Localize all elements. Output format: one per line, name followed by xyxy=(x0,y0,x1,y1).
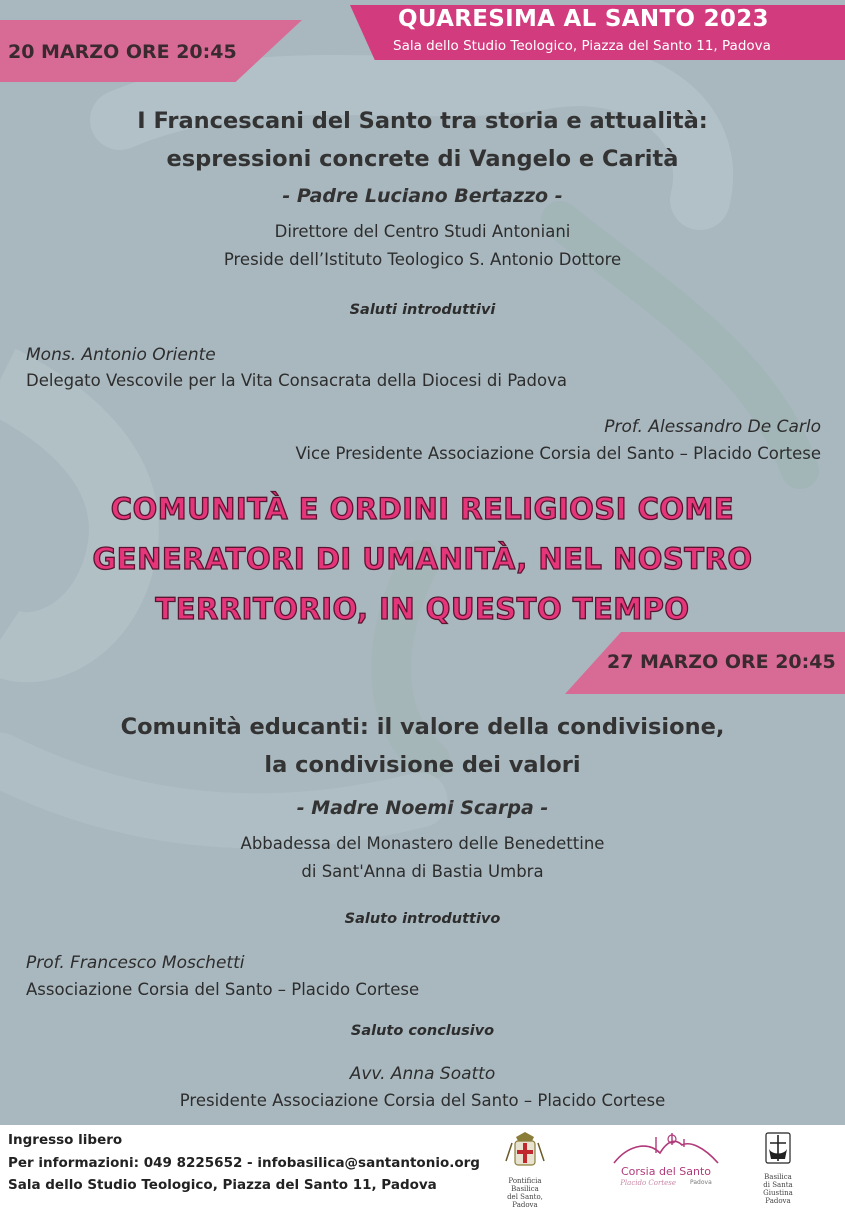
santa-giustina-caption xyxy=(752,1173,804,1205)
santa-giustina-logo xyxy=(752,1129,804,1205)
event2-guest1-name: Prof. Francesco Moschetti xyxy=(26,953,245,973)
event2-role-line: di Sant'Anna di Bastia Umbra xyxy=(301,862,544,881)
basilica-domes-icon xyxy=(608,1131,724,1165)
event1-guest1-name: Mons. Antonio Oriente xyxy=(26,345,216,365)
corsia-del-santo-logo xyxy=(608,1131,724,1197)
theme-line: COMUNITÀ E ORDINI RELIGIOSI COME xyxy=(110,492,735,526)
theme-line: TERRITORIO, IN QUESTO TEMPO xyxy=(155,592,690,626)
footer-info: Per informazioni: 049 8225652 - infobasilica@santantonio.org xyxy=(8,1155,480,1171)
santa-giustina-caption-line: Basilica xyxy=(764,1173,792,1181)
basilica-crest-icon xyxy=(494,1131,556,1173)
event2-title xyxy=(0,708,845,784)
corsia-sub-row xyxy=(608,1179,724,1187)
event1-greetings-heading: Saluti introduttivi xyxy=(349,302,496,318)
event1-speaker-roles xyxy=(0,218,845,274)
event1-guest2-role: Vice Presidente Associazione Corsia del Santo – Placido Cortese xyxy=(295,444,821,463)
theme-line: GENERATORI DI UMANITÀ, NEL NOSTRO xyxy=(92,542,753,576)
event1-role-line: Preside dell’Istituto Teologico S. Antonio Dottore xyxy=(223,250,622,269)
corsia-subtitle: Placido Cortese xyxy=(620,1179,677,1187)
event1-title-line: I Francescani del Santo tra storia e attualità: xyxy=(137,108,708,134)
event2-speaker: - Madre Noemi Scarpa - xyxy=(296,797,549,819)
footer xyxy=(0,1125,845,1209)
event1-guest1-role: Delegato Vescovile per la Vita Consacrata della Diocesi di Padova xyxy=(26,371,567,390)
event2-guest1-role: Associazione Corsia del Santo – Placido Cortese xyxy=(26,980,420,999)
basilica-caption xyxy=(494,1177,556,1209)
basilica-caption-line: Pontificia Basilica xyxy=(508,1177,542,1193)
event2-closing-heading: Saluto conclusivo xyxy=(350,1023,495,1039)
theme-headline xyxy=(0,484,845,634)
event1-speaker: - Padre Luciano Bertazzo - xyxy=(282,185,563,207)
footer-entry: Ingresso libero xyxy=(8,1132,123,1148)
date-second: 27 MARZO ORE 20:45 xyxy=(607,651,836,673)
event2-title-line: la condivisione dei valori xyxy=(264,752,581,778)
event-series-title: QUARESIMA AL SANTO 2023 xyxy=(398,6,769,32)
event2-title-line: Comunità educanti: il valore della condivisione, xyxy=(120,714,725,740)
event2-role-line: Abbadessa del Monastero delle Benedettine xyxy=(240,834,605,853)
corsia-name: Corsia del Santo xyxy=(621,1165,711,1178)
event2-guest2-role: Presidente Associazione Corsia del Santo – Placido Cortese xyxy=(179,1091,666,1110)
event1-title xyxy=(0,102,845,178)
event1-title-line: espressioni concrete di Vangelo e Carità xyxy=(166,146,679,172)
corsia-city: Padova xyxy=(690,1179,712,1186)
event1-guest2-name: Prof. Alessandro De Carlo xyxy=(604,417,821,437)
venue-subtitle: Sala dello Studio Teologico, Piazza del Santo 11, Padova xyxy=(393,38,771,54)
date-first: 20 MARZO ORE 20:45 xyxy=(8,41,237,63)
footer-address: Sala dello Studio Teologico, Piazza del Santo 11, Padova xyxy=(8,1177,437,1193)
event1-role-line: Direttore del Centro Studi Antoniani xyxy=(274,222,571,241)
event2-speaker-roles xyxy=(0,830,845,886)
event2-intro-heading: Saluto introduttivo xyxy=(344,911,501,927)
santa-giustina-caption-line: di Santa Giustina xyxy=(763,1181,793,1197)
event2-guest2-name: Avv. Anna Soatto xyxy=(349,1064,496,1084)
basilica-caption-line: del Santo, Padova xyxy=(507,1193,543,1209)
santa-giustina-caption-line: Padova xyxy=(765,1197,791,1205)
santa-giustina-emblem-icon xyxy=(752,1129,804,1169)
basilica-logo xyxy=(494,1131,556,1209)
